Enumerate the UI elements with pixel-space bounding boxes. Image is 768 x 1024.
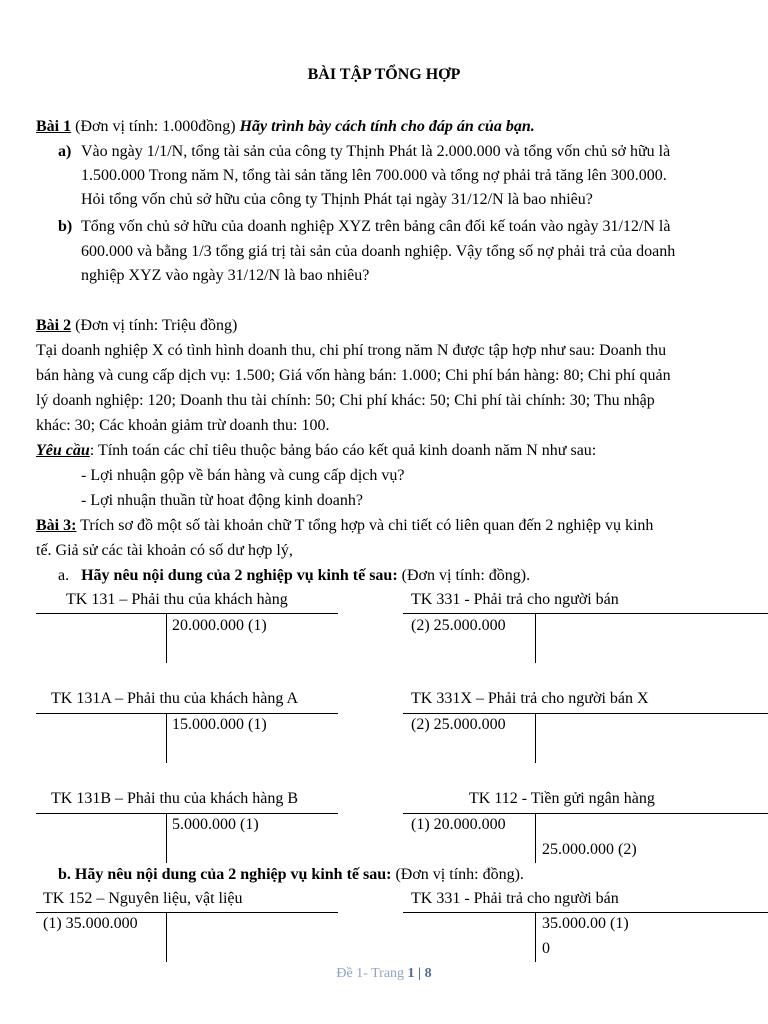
tk331b-title: TK 331 - Phải trả cho người bán [411, 890, 619, 907]
bai3-a-unit: (Đơn vị tính: đồng). [401, 567, 531, 584]
bai1-a-line: Hỏi tổng vốn chủ sở hữu của công ty Thịnh Phát tại ngày 31/12/N là bao nhiêu? [81, 191, 593, 208]
bai2-item: - Lợi nhuận thuần từ hoat động kinh doanh? [81, 492, 363, 509]
bai1-b-line: Tổng vốn chủ sở hữu của doanh nghiệp XYZ trên bảng cân đối kế toán vào ngày 31/12/N là [81, 218, 671, 235]
tk131-divider [166, 613, 167, 663]
bai3-b-bold: b. Hãy nêu nội dung của 2 nghiệp vụ kinh tế sau: [58, 866, 392, 883]
tk152-top-line [36, 912, 338, 913]
tk331b-credit-cont: 0 [542, 940, 550, 957]
bai3-b-unit: (Đơn vị tính: đồng). [395, 866, 524, 883]
bai1-a-line: 1.500.000 Trong năm N, tổng tài sản tăng lên 700.000 và tổng nợ phải trả tăng lên 300.000. [81, 167, 667, 184]
tk131-credit: 20.000.000 (1) [172, 617, 267, 634]
tk131b-credit: 5.000.000 (1) [172, 816, 259, 833]
bai2-label: Bài 2 [36, 317, 72, 334]
tk112-debit: (1) 20.000.000 [411, 816, 506, 833]
bai3-line: tế. Giả sử các tài khoản có số dư hợp lý, [36, 542, 293, 559]
bai2-header [36, 313, 237, 338]
bai1-unit: (Đơn vị tính: 1.000đồng) [75, 118, 236, 135]
tk112-credit: 25.000.000 (2) [542, 841, 637, 858]
tk112-title: TK 112 - Tiền gửi ngân hàng [469, 790, 655, 807]
bai3-part-b [58, 862, 524, 887]
tk131b-divider [166, 813, 167, 863]
bai1-instruction: Hãy trình bày cách tính cho đáp án của bạn. [239, 118, 535, 135]
tk331x-title: TK 331X – Phải trả cho người bán X [411, 690, 649, 707]
bai1-b-line: 600.000 và bằng 1/3 tổng giá trị tài sản của doanh nghiệp. Vậy tổng số nợ phải trả của doanh [81, 243, 676, 260]
tk331x-debit: (2) 25.000.000 [411, 716, 506, 733]
bai2-line: bán hàng và cung cấp dịch vụ: 1.500; Giá vốn hàng bán: 1.000; Chi phí bán hàng: 80; Chi phí quản [36, 367, 671, 384]
page-title: BÀI TẬP TỔNG HỢP [307, 66, 461, 83]
page-footer [0, 966, 768, 982]
bai1-b-marker: b) [58, 218, 73, 235]
bai3-a-marker: a. [58, 567, 70, 584]
tk131a-divider [166, 713, 167, 763]
bai3-label: Bài 3: [36, 517, 77, 534]
tk331b-top-line [403, 912, 768, 913]
bai2-line: lý doanh nghiệp: 120; Doanh thu tài chính: 50; Chi phí khác: 50; Chi phí tài chính: 30; Thu nhập [36, 392, 655, 409]
tk131a-title: TK 131A – Phải thu của khách hàng A [51, 690, 299, 707]
footer-text: Đề 1- Trang [336, 966, 405, 981]
tk152-divider [166, 912, 167, 962]
bai1-a-marker: a) [58, 143, 72, 160]
tk331x-top-line [403, 713, 768, 714]
footer-page: 1 [407, 966, 415, 981]
footer-separator: | [418, 966, 422, 981]
tk331-title: TK 331 - Phải trả cho người bán [411, 591, 619, 608]
bai2-line: Tại doanh nghiệp X có tình hình doanh thu, chi phí trong năm N được tập hợp như sau: Doanh thu [36, 342, 667, 359]
tk152-title: TK 152 – Nguyên liệu, vật liệu [43, 890, 243, 907]
bai1-header [36, 114, 535, 139]
bai2-line: khác: 30; Các khoản giảm trừ doanh thu: 100. [36, 417, 330, 434]
bai2-requirement [36, 438, 596, 463]
tk131b-top-line [36, 813, 338, 814]
tk331b-divider [535, 912, 536, 962]
tk131-top-line [36, 613, 338, 614]
footer-total: 8 [424, 966, 432, 981]
tk152-debit: (1) 35.000.000 [43, 915, 138, 932]
tk131-title: TK 131 – Phải thu của khách hàng [66, 591, 288, 608]
bai3-part-a [58, 563, 530, 588]
tk112-divider [535, 813, 536, 863]
bai2-req-text: : Tính toán các chỉ tiêu thuộc bảng báo cáo kết quả kinh doanh năm N như sau: [89, 442, 597, 459]
bai2-req-label: Yêu cầu [36, 442, 90, 459]
bai2-unit: (Đơn vị tính: Triệu đồng) [75, 317, 238, 334]
tk131b-title: TK 131B – Phải thu của khách hàng B [51, 790, 299, 807]
tk112-top-line [403, 813, 768, 814]
bai3-line: Trích sơ đồ một số tài khoản chữ T tổng hợp và chi tiết có liên quan đến 2 nghiệp vụ kinh [80, 517, 654, 534]
bai1-label: Bài 1 [36, 118, 72, 135]
tk331-divider [535, 613, 536, 663]
bai3-header [36, 513, 653, 538]
tk331-top-line [403, 613, 768, 614]
bai1-a-line: Vào ngày 1/1/N, tổng tài sản của công ty Thịnh Phát là 2.000.000 và tổng vốn chủ sở hữu là [81, 143, 671, 160]
tk331x-divider [535, 713, 536, 763]
tk331b-credit: 35.000.00 (1) [542, 915, 629, 932]
bai2-item: - Lợi nhuận gộp về bán hàng và cung cấp dịch vụ? [81, 467, 405, 484]
tk131a-top-line [36, 713, 338, 714]
tk131a-credit: 15.000.000 (1) [172, 716, 267, 733]
tk331-debit: (2) 25.000.000 [411, 617, 506, 634]
bai1-b-line: nghiệp XYZ vào ngày 31/12/N là bao nhiêu? [81, 267, 370, 284]
bai3-a-bold: Hãy nêu nội dung của 2 nghiệp vụ kinh tế sau: [81, 567, 398, 584]
